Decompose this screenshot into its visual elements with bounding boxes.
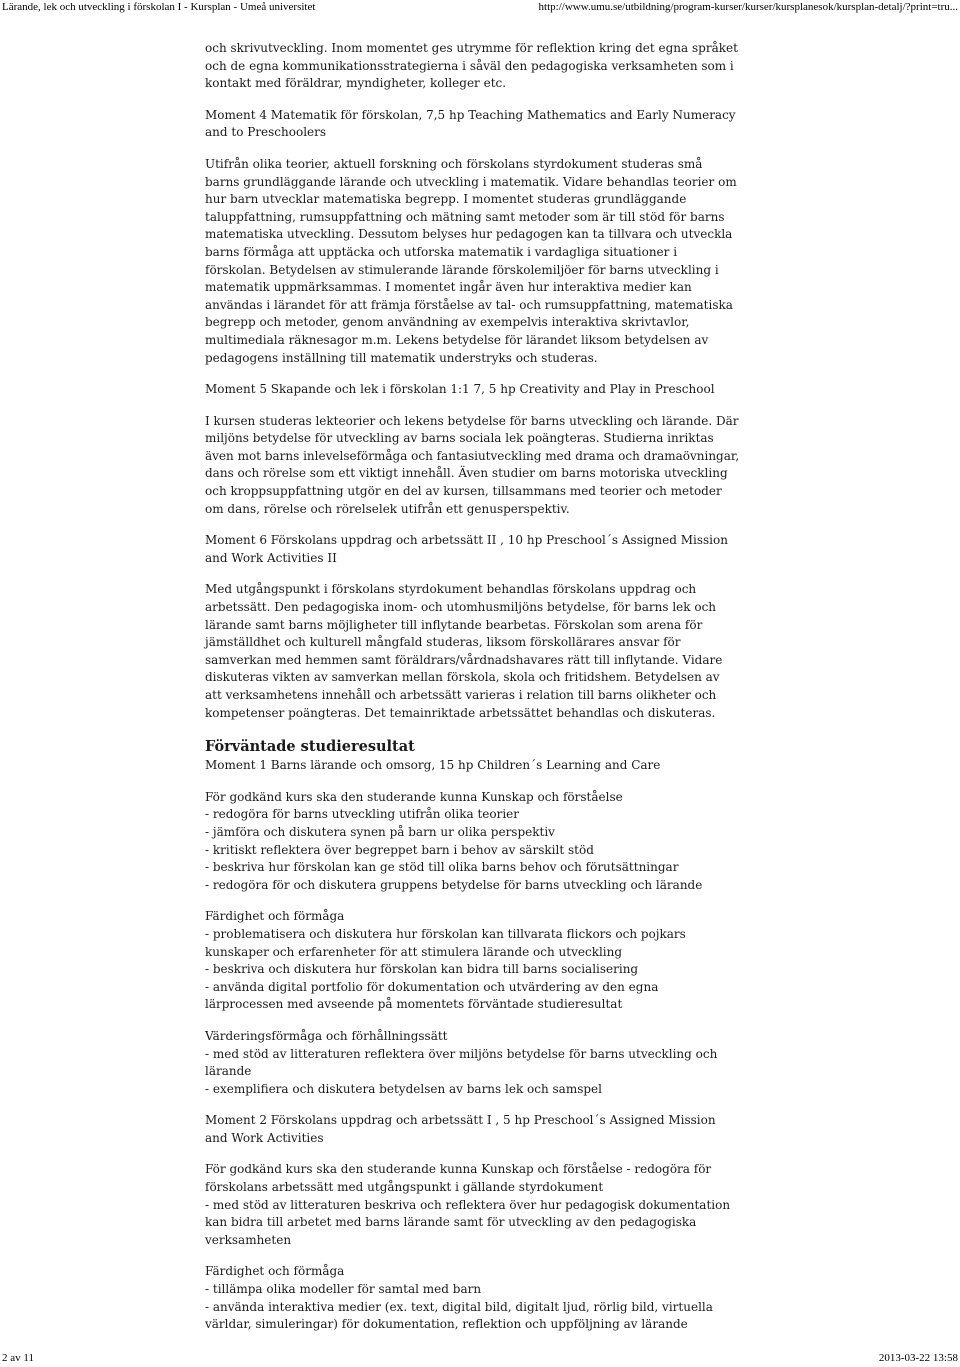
result2-title: Moment 2 Förskolans uppdrag och arbetssätt I , 5 hp Preschool´s Assigned Mission and Work Activities [205, 1113, 716, 1145]
list-line: - redogöra för och diskutera gruppens betydelse för barns utveckling och lärande [205, 877, 703, 892]
list-line: - beskriva och diskutera hur förskolan kan bidra till barns socialisering [205, 962, 639, 977]
page-url[interactable]: http://www.umu.se/utbildning/program-kurser/kurser/kursplanesok/kursplan-detalj/?print=tru... [538, 1, 958, 13]
list-line: Värderingsförmåga och förhållningssätt [205, 1028, 448, 1043]
list-line: - redogöra för barns utveckling utifrån olika teorier [205, 807, 520, 822]
list-line: - med stöd av litteraturen beskriva och reflektera över hur pedagogisk dokumentation kan bidra till arbetet med barns lärande samt för utveckling av den pedagogiska verksamheten [205, 1197, 731, 1247]
list-line: - jämföra och diskutera synen på barn ur olika perspektiv [205, 824, 555, 839]
list-line: - kritiskt reflektera över begreppet barn i behov av särskilt stöd [205, 842, 594, 857]
moment4-title: Moment 4 Matematik för förskolan, 7,5 hp Teaching Mathematics and Early Numeracy and to Preschoolers [205, 107, 736, 140]
print-footer [2, 1351, 958, 1365]
print-timestamp: 2013-03-22 13:58 [878, 1352, 958, 1364]
expected-results-heading: Förväntade studieresultat [205, 738, 415, 756]
moment5-description: I kursen studeras lekteorier och lekens betydelse för barns utveckling och lärande. Där miljöns betydelse för utveckling av barns sociala lek poängteras. Studierna inriktas även mot barns inlevelseförmåga och fantasiutveckling med drama och dramaövningar, dans och rörelse som ett viktigt innehåll. Även studier om barns motoriska utveckling och kroppsuppfattning utgör en del av kursen, tillsammans med teorier och metoder om dans, rörelse och rörelselek utifrån ett genusperspektiv. [205, 413, 740, 516]
result2-knowledge [205, 1161, 740, 1249]
result1-skills [205, 908, 740, 1014]
list-line: - exemplifiera och diskutera betydelsen av barns lek och samspel [205, 1081, 602, 1096]
course-content [205, 40, 740, 1348]
list-line: - beskriva hur förskolan kan ge stöd till olika barns behov och förutsättningar [205, 860, 679, 875]
list-line: - använda digital portfolio för dokumentation och utvärdering av den egna lärprocessen med avseende på momentets förväntade studieresultat [205, 979, 659, 1012]
result1-knowledge [205, 789, 740, 895]
list-line: - tillämpa olika modeller för samtal med barn [205, 1282, 482, 1297]
list-line: - problematisera och diskutera hur förskolan kan tillvarata flickors och pojkars kunskaper och erfarenheter för att stimulera lärande och utveckling [205, 926, 686, 959]
result1-title: Moment 1 Barns lärande och omsorg, 15 hp Children´s Learning and Care [205, 758, 661, 773]
moment4-description: Utifrån olika teorier, aktuell forskning och förskolans styrdokument studeras små barns grundläggande lärande och utveckling i matematik. Vidare behandlas teorier om hur barn utvecklar matematiska begrepp. I momentet studeras grundläggande taluppfattning, rumsuppfattning och mätning samt metoder som är till stöd för barns matematiska utveckling. Dessutom belyses hur pedagogen kan ta tillvara och utveckla barns förmåga att upptäcka och utforska matematik i vardagliga situationer i förskolan. Betydelsen av stimulerande lärande förskolemiljöer för barns utveckling i matematik uppmärksammas. I momentet ingår även hur interaktiva medier kan användas i lärandet för att främja förståelse av tal- och rumsuppfattning, matematiska begrepp och metoder, genom användning av exempelvis interaktiva skrivtavlor, multimediala räknesagor m.m. Lekens betydelse för lärandet liksom betydelsen av pedagogens inställning till matematik understryks och studeras. [205, 156, 737, 365]
print-header [2, 0, 958, 16]
moment6-title: Moment 6 Förskolans uppdrag och arbetssätt II , 10 hp Preschool´s Assigned Mission and Work Activities II [205, 533, 728, 565]
list-line: - med stöd av litteraturen reflektera över miljöns betydelse för barns utveckling och lärande [205, 1046, 718, 1079]
moment6-description: Med utgångspunkt i förskolans styrdokument behandlas förskolans uppdrag och arbetssätt. Den pedagogiska inom- och utomhusmiljöns betydelse, för barns lek och lärande samt barns möjligheter till inflytande bearbetas. Förskolan som arena för jämställdhet och kulturell mångfald studeras, liksom förskollärares ansvar för samverkan med hemmen samt föräldrars/vårdnadshavares rätt till inflytande. Vidare diskuteras vikten av samverkan mellan förskola, skola och fritidshem. Betydelsen av att verksamhetens innehåll och arbetssätt varieras i relation till barns olikheter och kompetenser poängteras. Det temainriktade arbetssättet behandlas och diskuteras. [205, 582, 723, 720]
moment5-title: Moment 5 Skapande och lek i förskolan 1:1 7, 5 hp Creativity and Play in Preschool [205, 382, 715, 397]
list-line: För godkänd kurs ska den studerande kunna Kunskap och förståelse [205, 789, 623, 804]
list-line: Färdighet och förmåga [205, 909, 345, 924]
list-line: Färdighet och förmåga [205, 1264, 345, 1279]
page-number: 2 av 11 [2, 1352, 34, 1364]
result2-skills [205, 1263, 740, 1333]
page-title: Lärande, lek och utveckling i förskolan I - Kursplan - Umeå universitet [2, 1, 316, 13]
list-line: - använda interaktiva medier (ex. text, digital bild, digitalt ljud, rörlig bild, virtuella världar, simuleringar) för dokumentation, reflektion och uppföljning av lärande [205, 1299, 713, 1332]
result1-values [205, 1028, 740, 1098]
intro-paragraph: och skrivutveckling. Inom momentet ges utrymme för reflektion kring det egna språket och de egna kommunikationsstrategierna i såväl den pedagogiska verksamheten som i kontakt med föräldrar, myndigheter, kolleger etc. [205, 41, 738, 91]
list-line: För godkänd kurs ska den studerande kunna Kunskap och förståelse - redogöra för förskolans arbetssätt med utgångspunkt i gällande styrdokument [205, 1162, 712, 1195]
